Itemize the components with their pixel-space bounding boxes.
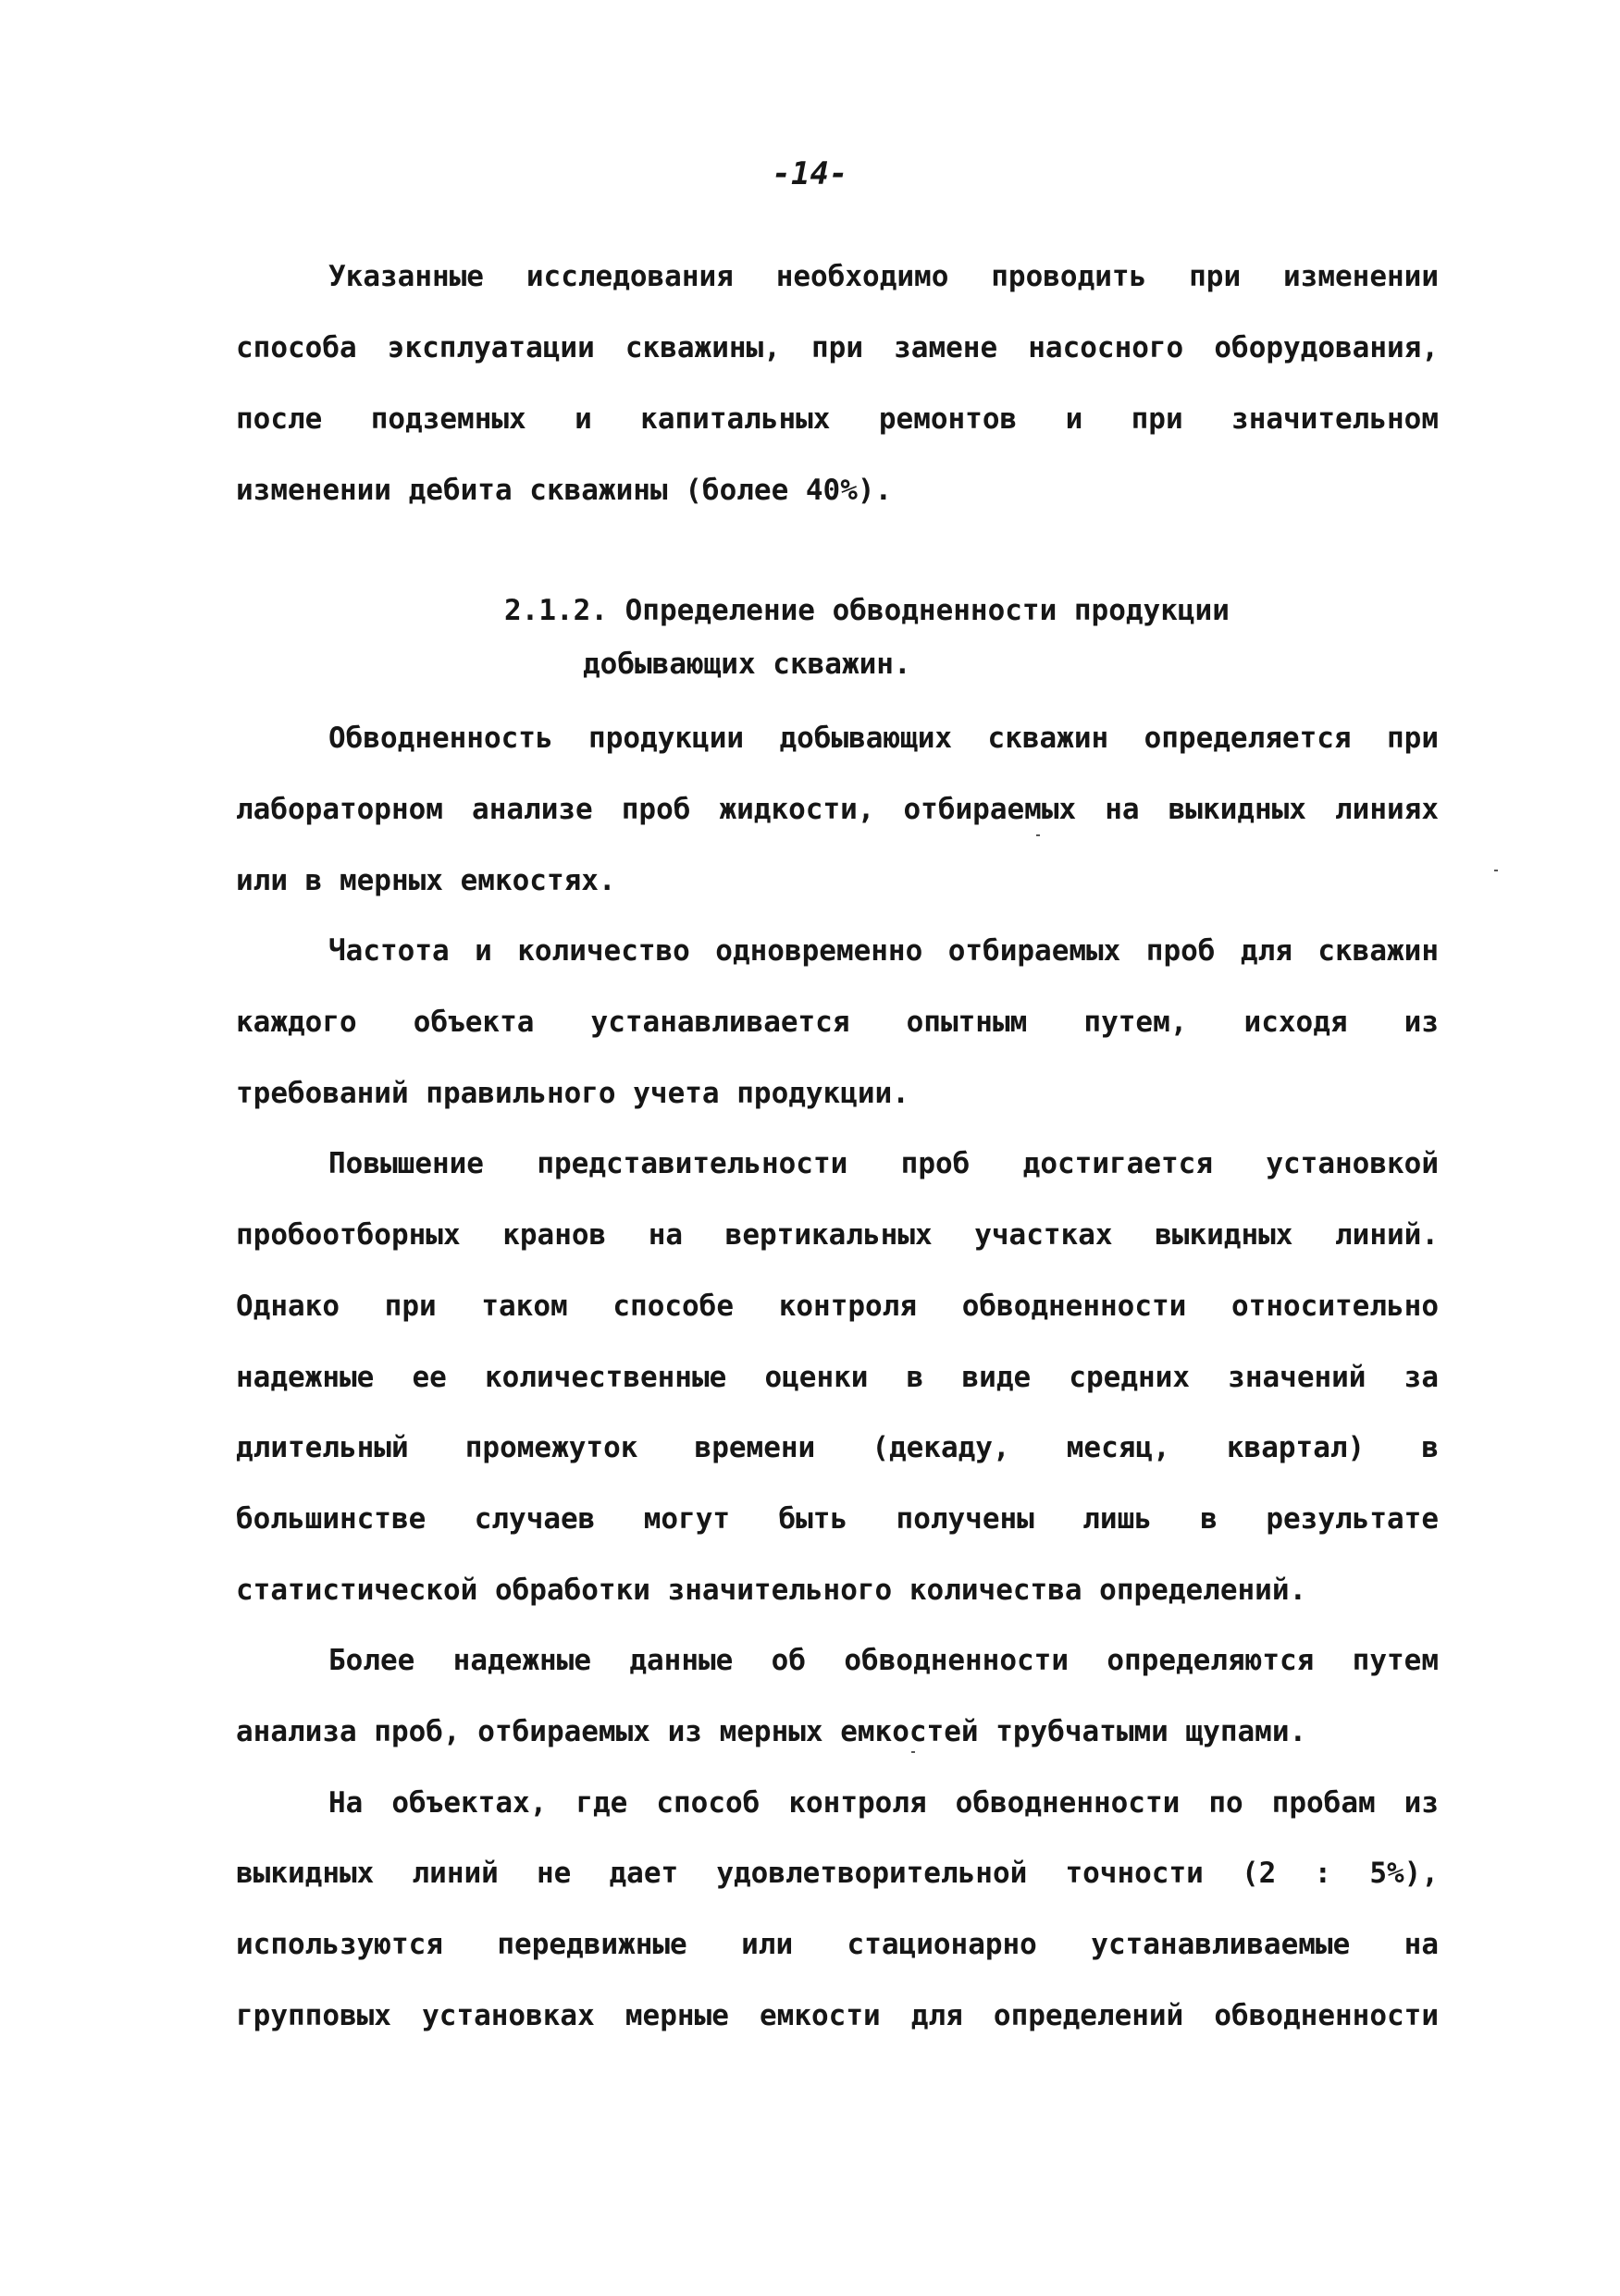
paragraph-4-line-2: пробоотборных кранов на вертикальных участках выкидных линий.	[236, 1218, 1439, 1252]
scan-speck	[911, 1751, 915, 1753]
paragraph-6-line-3: используются передвижные или стационарно устанавливаемые на	[236, 1928, 1439, 1961]
paragraph-1-line-2: способа эксплуатации скважины, при замене насосного оборудования,	[236, 331, 1439, 364]
paragraph-5-line-2: анализа проб, отбираемых из мерных емкостей трубчатыми щупами.	[236, 1715, 1307, 1748]
paragraph-4-line-1: Повышение представительности проб достигается установкой	[328, 1147, 1439, 1180]
paragraph-3-line-2: каждого объекта устанавливается опытным путем, исходя из	[236, 1006, 1439, 1039]
paragraph-4-line-6: большинстве случаев могут быть получены лишь в результате	[236, 1502, 1439, 1536]
page-number: -14-	[772, 155, 848, 192]
scan-speck	[1036, 834, 1040, 836]
paragraph-1-line-4: изменении дебита скважины (более 40%).	[236, 474, 893, 507]
paragraph-5-line-1: Более надежные данные об обводненности определяются путем	[328, 1644, 1439, 1677]
paragraph-6-line-2: выкидных линий не дает удовлетворительной точности (2 : 5%),	[236, 1857, 1439, 1890]
section-heading-line-1: 2.1.2. Определение обводненности продукции	[504, 594, 1230, 627]
paragraph-2-line-2: лабораторном анализе проб жидкости, отбираемых на выкидных линиях	[236, 793, 1439, 826]
section-heading-line-2: добывающих скважин.	[583, 648, 911, 681]
paragraph-3-line-3: требований правильного учета продукции.	[236, 1077, 909, 1110]
paragraph-1-line-3: после подземных и капитальных ремонтов и при значительном	[236, 402, 1439, 436]
paragraph-4-line-4: надежные ее количественные оценки в виде средних значений за	[236, 1361, 1439, 1394]
paragraph-3-line-1: Частота и количество одновременно отбираемых проб для скважин	[328, 934, 1439, 968]
paragraph-2-line-1: Обводненность продукции добывающих скважин определяется при	[328, 722, 1439, 755]
paragraph-4-line-3: Однако при таком способе контроля обводненности относительно	[236, 1290, 1439, 1323]
paragraph-4-line-7: статистической обработки значительного количества определений.	[236, 1574, 1307, 1607]
paragraph-6-line-1: На объектах, где способ контроля обводненности по пробам из	[328, 1786, 1439, 1820]
scan-speck	[1494, 870, 1498, 871]
paragraph-1-line-1: Указанные исследования необходимо проводить при изменении	[328, 260, 1439, 293]
paragraph-4-line-5: длительный промежуток времени (декаду, месяц, квартал) в	[236, 1431, 1439, 1464]
paragraph-2-line-3: или в мерных емкостях.	[236, 864, 616, 897]
paragraph-6-line-4: групповых установках мерные емкости для определений обводненности	[236, 1999, 1439, 2032]
